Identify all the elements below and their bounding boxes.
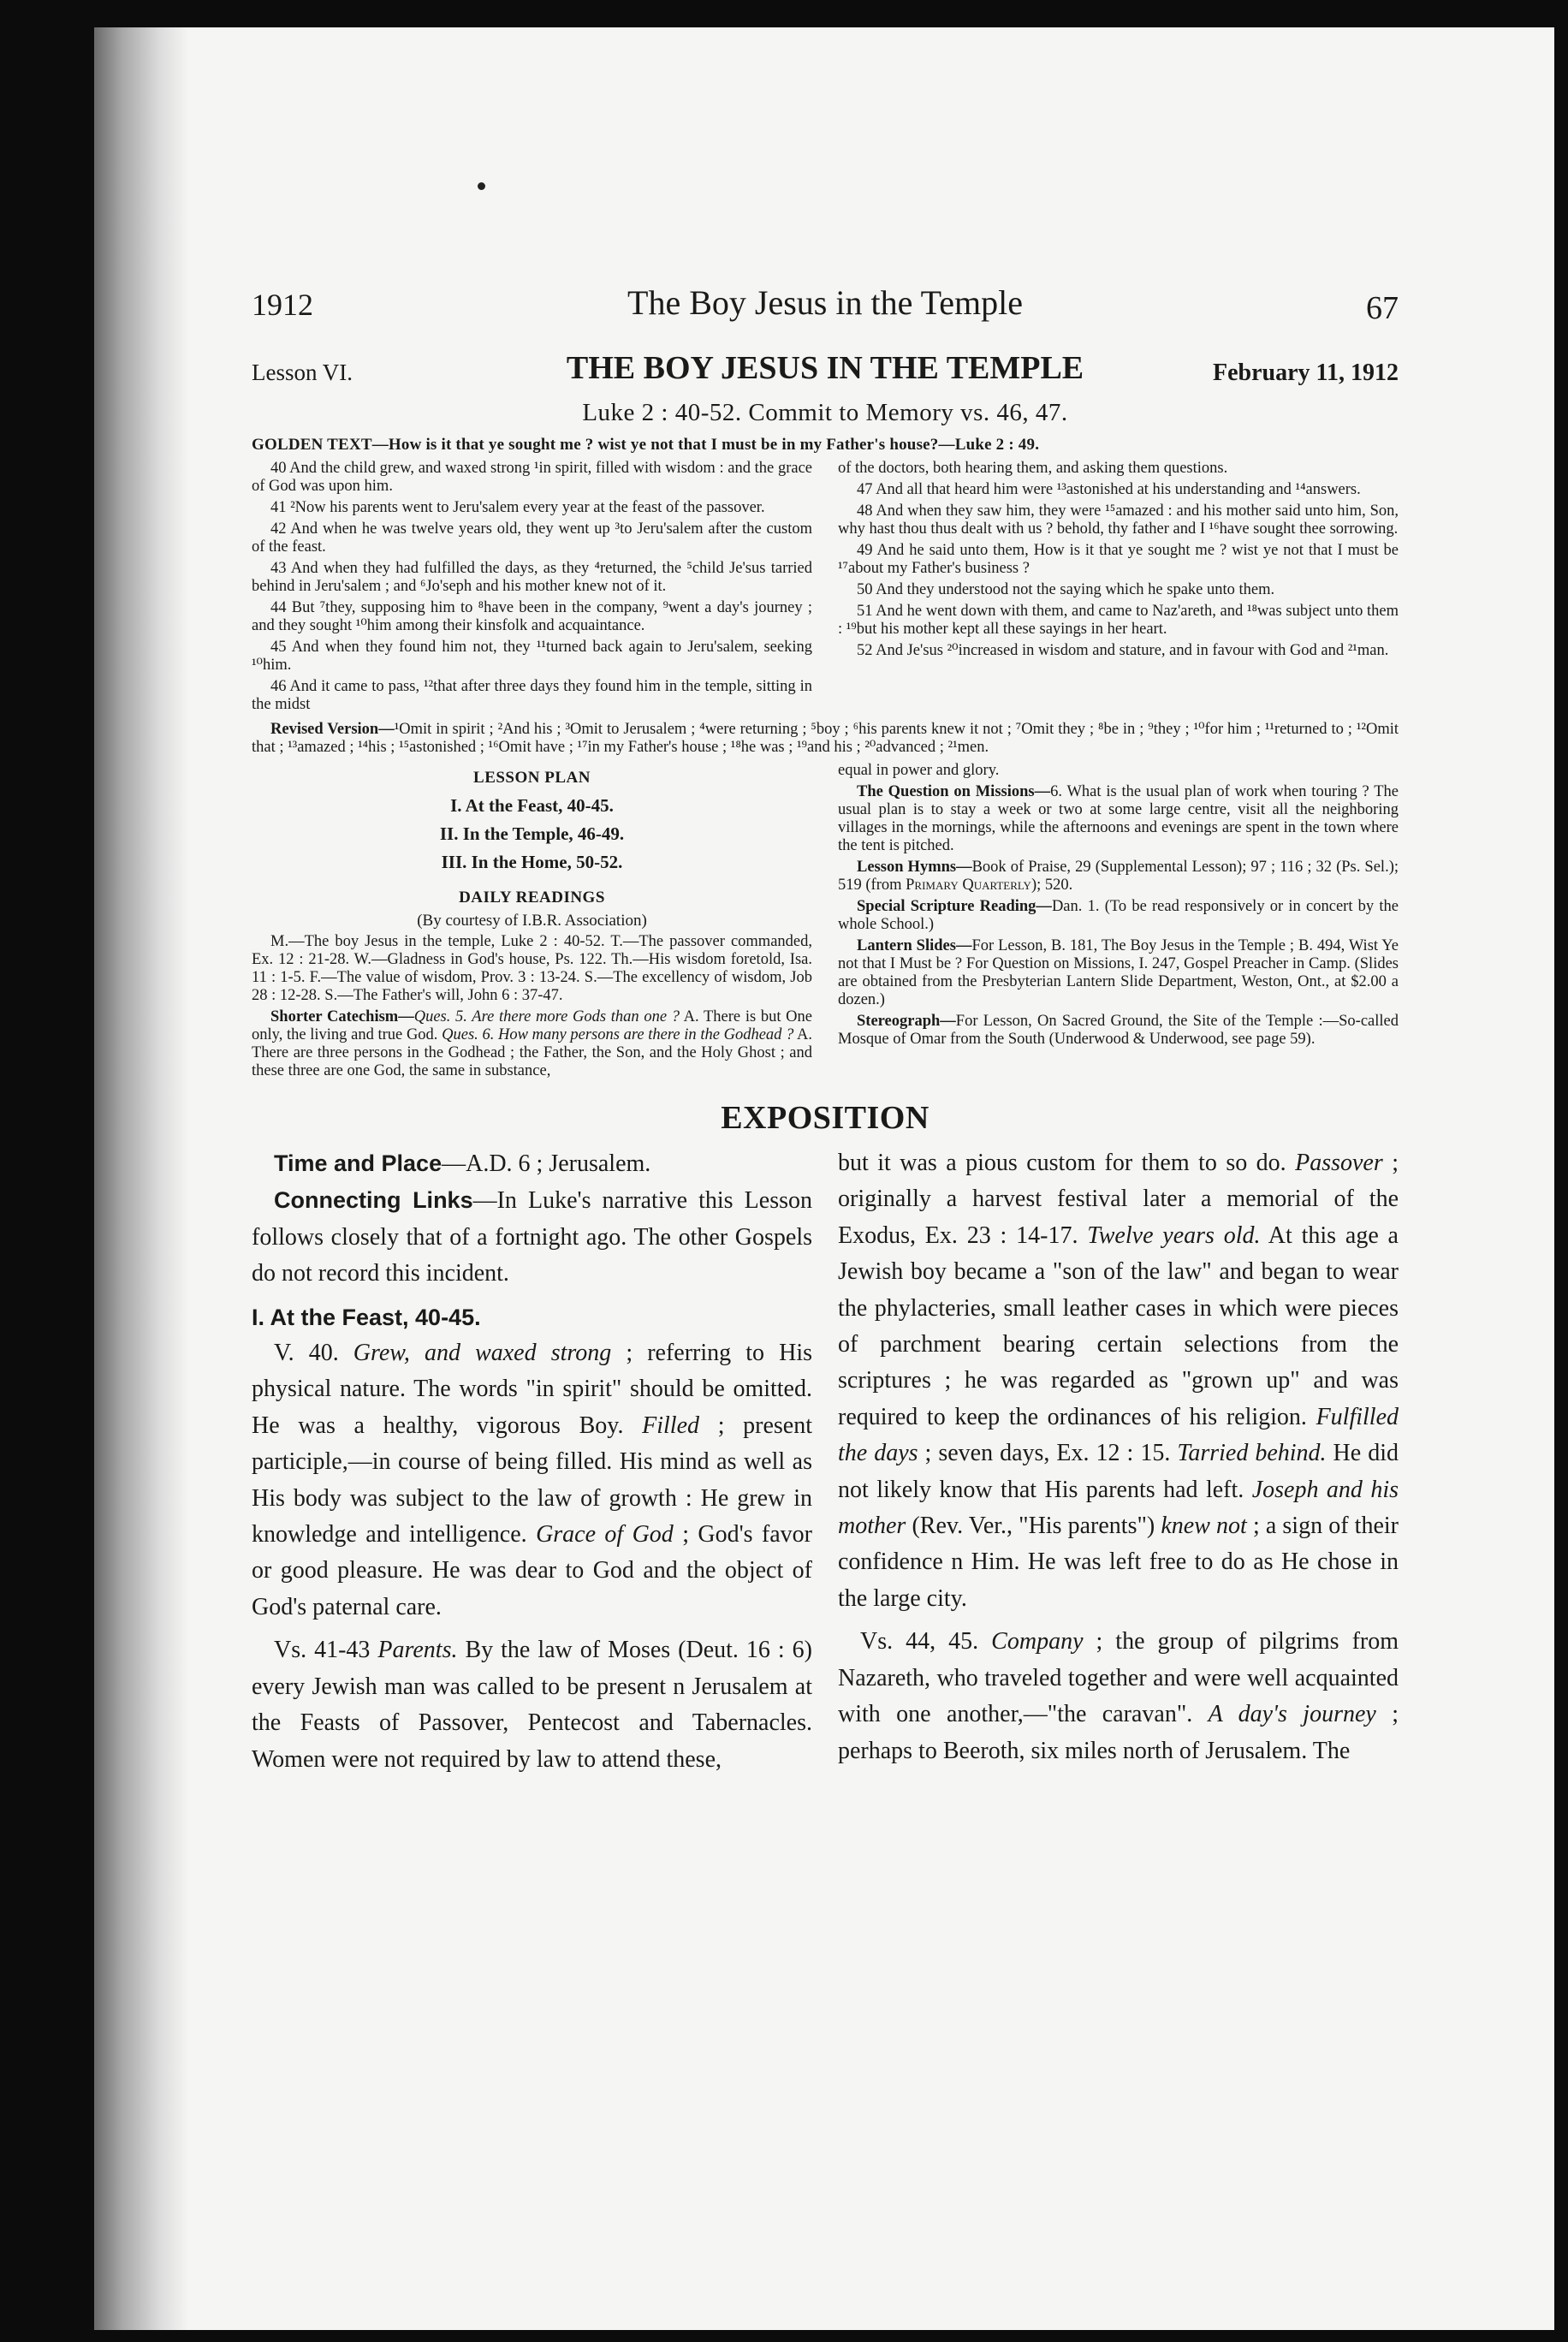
note-term: Company [991,1628,1084,1655]
catechism-label: Shorter Catechism— [270,1008,414,1025]
exposition-right-column [838,1145,1399,1778]
note-term: Twelve years old. [1087,1222,1261,1249]
note-term: Parents. [377,1637,458,1664]
exposition-body [252,1145,1399,1778]
verse-40-note [252,1335,812,1626]
note-ref: Vs. 44, 45. [860,1628,992,1655]
verse-45: 45 And when they found him not, they ¹¹turned back again to Jeru'salem, seeking ¹⁰him. [252,639,812,674]
lesson-passage: Luke 2 : 40-52. Commit to Memory vs. 46, 47. [582,399,1068,426]
lesson-plan-item: I. At the Feast, 40-45. [450,795,614,816]
special-scripture-label: Special Scripture Reading— [857,898,1052,915]
verse-49: 49 And he said unto them, How is it that ye sought me ? wist ye not that I must be ¹⁷about my Father's business ? [838,542,1399,577]
verse-50: 50 And they understood not the saying which he spake unto them. [857,581,1275,598]
note-text: ; present participle,—in course of being filled. His mind as well as His body was subject to the law of growth : He grew in knowledge and intelligence. [252,1412,813,1548]
revised-version [252,721,1399,757]
exposition-left-column [252,1145,812,1778]
verse-46-cont: of the doctors, both hearing them, and asking them questions. [838,460,1228,477]
note-text: ; originally a harvest festival later a memorial of the Exodus, Ex. 23 : 14-17. [838,1150,1399,1249]
verse-40: 40 And the child grew, and waxed strong ¹in spirit, filled with wisdom : and the grace of God was upon him. [252,460,812,495]
question-on-missions [838,783,1399,855]
lesson-date: February 11, 1912 [1213,360,1399,386]
missions-label: The Question on Missions— [857,783,1051,800]
note-term: Grew, and waxed strong [353,1340,612,1367]
stereograph-label: Stereograph— [857,1013,956,1030]
shorter-catechism [252,1008,812,1080]
note-text: (Rev. Ver., "His parents") [906,1513,1161,1540]
catechism-q6: Ques. 6. How many persons are there in the Godhead ? [442,1026,794,1043]
time-text: —A.D. 6 ; Jerusalem. [442,1150,651,1177]
lantern-slides [838,937,1399,1009]
note-term: A day's journey [1208,1701,1376,1728]
exposition-title: EXPOSITION [721,1100,930,1136]
note-text: ; God's favor or good pleasure. He was dear to God and the object of God's paternal care. [252,1521,812,1620]
verse-46: 46 And it came to pass, ¹²that after three days they found him in the temple, sitting in the midst [252,678,812,713]
stereograph [838,1013,1399,1049]
lesson-heading [252,349,1399,397]
catechism-a5: A. There is but One only, the living and true God. [252,1008,813,1043]
special-scripture-reading [838,898,1399,934]
golden-text: GOLDEN TEXT—How is it that ye sought me ? wist ye not that I must be in my Father's house?—Luke 2 : 49. [252,436,1040,454]
lesson-hymns [838,859,1399,895]
note-term: Filled [642,1412,700,1439]
lesson-notes [252,762,1399,1084]
note-text: ; referring to His physical nature. The words "in spirit" should be omitted. He was a healthy, vigorous Boy. [252,1340,812,1439]
note-term: Grace of God [536,1521,674,1548]
lesson-number: Lesson VI. [252,360,353,385]
verse-44: 44 But ⁷they, supposing him to ⁸have been in the company, ⁹went a day's journey ; and they sought ¹⁰him among their kinsfolk and acquaintance. [252,599,812,634]
scripture-text [252,460,1399,717]
lantern-slides-text: For Lesson, B. 181, The Boy Jesus in the Temple ; B. 494, Wist Ye not that I Must be ? For Question on Missions, I. 247, Gospel Preacher in Camp. (Slides are obtained from the Presbyterian Lantern Slide Department, Weston, Ont., at $2.00 a dozen.) [838,937,1399,1008]
header-title: The Boy Jesus in the Temple [627,283,1023,322]
hymns-quarterly: Primary Quarterly [906,877,1031,894]
note-term: knew not [1161,1513,1247,1540]
note-term: Passover [1295,1150,1383,1176]
note-text: ; perhaps to Beeroth, six miles north of Jerusalem. The [838,1701,1399,1764]
note-text: but it was a pious custom for them to so do. [838,1150,1296,1176]
notes-left-column [252,762,812,1084]
catechism-continuation: equal in power and glory. [838,762,1000,779]
verses-41-43-cont [838,1145,1399,1617]
daily-readings-heading: DAILY READINGS [459,889,605,906]
links-label: Connecting Links [274,1187,473,1214]
ink-dot [478,182,485,190]
time-and-place [252,1145,812,1182]
revised-version-text: ¹Omit in spirit ; ²And his ; ³Omit to Jerusalem ; ⁴were returning ; ⁵boy ; ⁶his parents knew it not ; ⁷Omit they ; ⁸be in ; ⁹they ; ¹⁰for him ; ¹¹returned to ; ¹²Omit that ; ¹³amazed ; ¹⁴his ; ¹⁵astonished ; ¹⁶Omit have ; ¹⁷in my Father's house ; ¹⁸he was ; ¹⁹and his ; ²⁰advanced ; ²¹men. [252,721,1399,756]
lesson-plan-item: III. In the Home, 50-52. [441,852,623,872]
catechism-a6: A. There are three persons in the Godhead ; the Father, the Son, and the Holy Ghost ; and these three are one God, the same in substance, [252,1026,813,1079]
book-spine-shadow [94,27,188,2330]
note-text: ; the group of pilgrims from Nazareth, who traveled together and were well acquainted with one another,—"the caravan". [838,1628,1399,1728]
lantern-slides-label: Lantern Slides— [857,937,972,954]
running-header [252,282,1399,342]
note-text: ; a sign of their confidence n Him. He was left free to do as He chose in the large city. [838,1513,1399,1612]
stereograph-text: For Lesson, On Sacred Ground, the Site of the Temple :—So-called Mosque of Omar from the South (Underwood & Underwood, see page 59). [838,1013,1399,1048]
verses-41-43-note [252,1632,812,1778]
verse-48: 48 And when they saw him, they were ¹⁵amazed : and his mother said unto him, Son, why hast thou thus dealt with us ? behold, thy father and I ¹⁶have sought thee sorrowing. [838,502,1399,538]
note-text: By the law of Moses (Deut. 16 : 6) every Jewish man was called to be present n Jerusalem at the Feasts of Passover, Pentecost and Tabernacles. Women were not required by law to attend these, [252,1637,812,1773]
note-ref: Vs. 41-43 [274,1637,378,1664]
connecting-links [252,1182,812,1292]
hymns-text: Book of Praise, 29 (Supplemental Lesson); 97 ; 116 ; 32 (Ps. Sel.); 519 (from [838,859,1399,894]
note-text: He did not likely know that His parents had left. [838,1440,1399,1503]
revised-version-label: Revised Version— [270,721,395,738]
verse-41: 41 ²Now his parents went to Jeru'salem every year at the feast of the passover. [270,499,765,516]
hymns-label: Lesson Hymns— [857,859,972,876]
note-term: Tarried behind. [1177,1440,1327,1467]
lesson-plan-heading: LESSON PLAN [473,769,591,787]
notes-right-column [838,762,1399,1084]
special-scripture-text: Dan. 1. (To be read responsively or in concert by the whole School.) [838,898,1399,933]
header-year: 1912 [252,288,313,322]
daily-readings-text: M.—The boy Jesus in the temple, Luke 2 : 40-52. T.—The passover commanded, Ex. 12 : 21-28. W.—Gladness in God's house, Ps. 122. Th.—His wisdom foretold, Isa. 11 : 1-5. F.—The value of wisdom, Prov. 3 : 13-24. S.—The excellency of wisdom, Job 28 : 12-28. S.—The Father's will, John 6 : 37-47. [252,933,812,1004]
time-label: Time and Place [274,1150,442,1176]
note-text: At this age a Jewish boy became a "son of the law" and began to wear the phylacteries, small leather cases in which were pieces of parchment bearing certain selections from the scriptures ; he was regarded as "grown up" and was required to keep the ordinances of his religion. [838,1222,1399,1430]
hymns-end: ); 520. [1030,877,1073,894]
verse-43: 43 And when they had fulfilled the days, as they ⁴returned, the ⁵child Je'sus tarried behind in Jeru'salem ; and ⁶Jo'seph and his mother knew not of it. [252,560,812,595]
verse-51: 51 And he went down with them, and came to Naz'areth, and ¹⁸was subject unto them : ¹⁹but his mother kept all these sayings in her heart. [838,603,1399,638]
lesson-plan-item: II. In the Temple, 46-49. [439,823,625,844]
note-term: Joseph and his mother [838,1476,1399,1540]
missions-text: 6. What is the usual plan of work when touring ? The usual plan is to stay a week or two at some large centre, visit all the neighboring villages in the mornings, while the afternoons and evenings are spent in the town where the tent is pitched. [838,783,1399,854]
verses-44-45-note [838,1624,1399,1769]
note-ref: V. 40. [274,1340,353,1367]
section-heading: I. At the Feast, 40-45. [252,1304,481,1330]
scripture-left-column [252,460,812,717]
verse-52: 52 And Je'sus ²⁰increased in wisdom and stature, and in favour with God and ²¹man. [857,642,1389,659]
note-term: Fulfilled the days [838,1403,1399,1467]
lesson-plan-list [252,792,812,877]
verse-47: 47 And all that heard him were ¹³astonished at his understanding and ¹⁴answers. [857,481,1361,498]
verse-42: 42 And when he was twelve years old, they went up ³to Jeru'salem after the custom of the feast. [252,520,812,556]
catechism-q5: Ques. 5. Are there more Gods than one ? [413,1008,680,1025]
daily-readings-courtesy: (By courtesy of I.B.R. Association) [417,912,647,930]
page-number: 67 [1366,290,1399,326]
page-content [252,282,1399,1778]
links-text: —In Luke's narrative this Lesson follows closely that of a fortnight ago. The other Gospels do not record this incident. [252,1187,812,1287]
lesson-title: THE BOY JESUS IN THE TEMPLE [566,350,1084,386]
scripture-right-column [838,460,1399,717]
note-text: ; seven days, Ex. 12 : 15. [918,1440,1178,1467]
